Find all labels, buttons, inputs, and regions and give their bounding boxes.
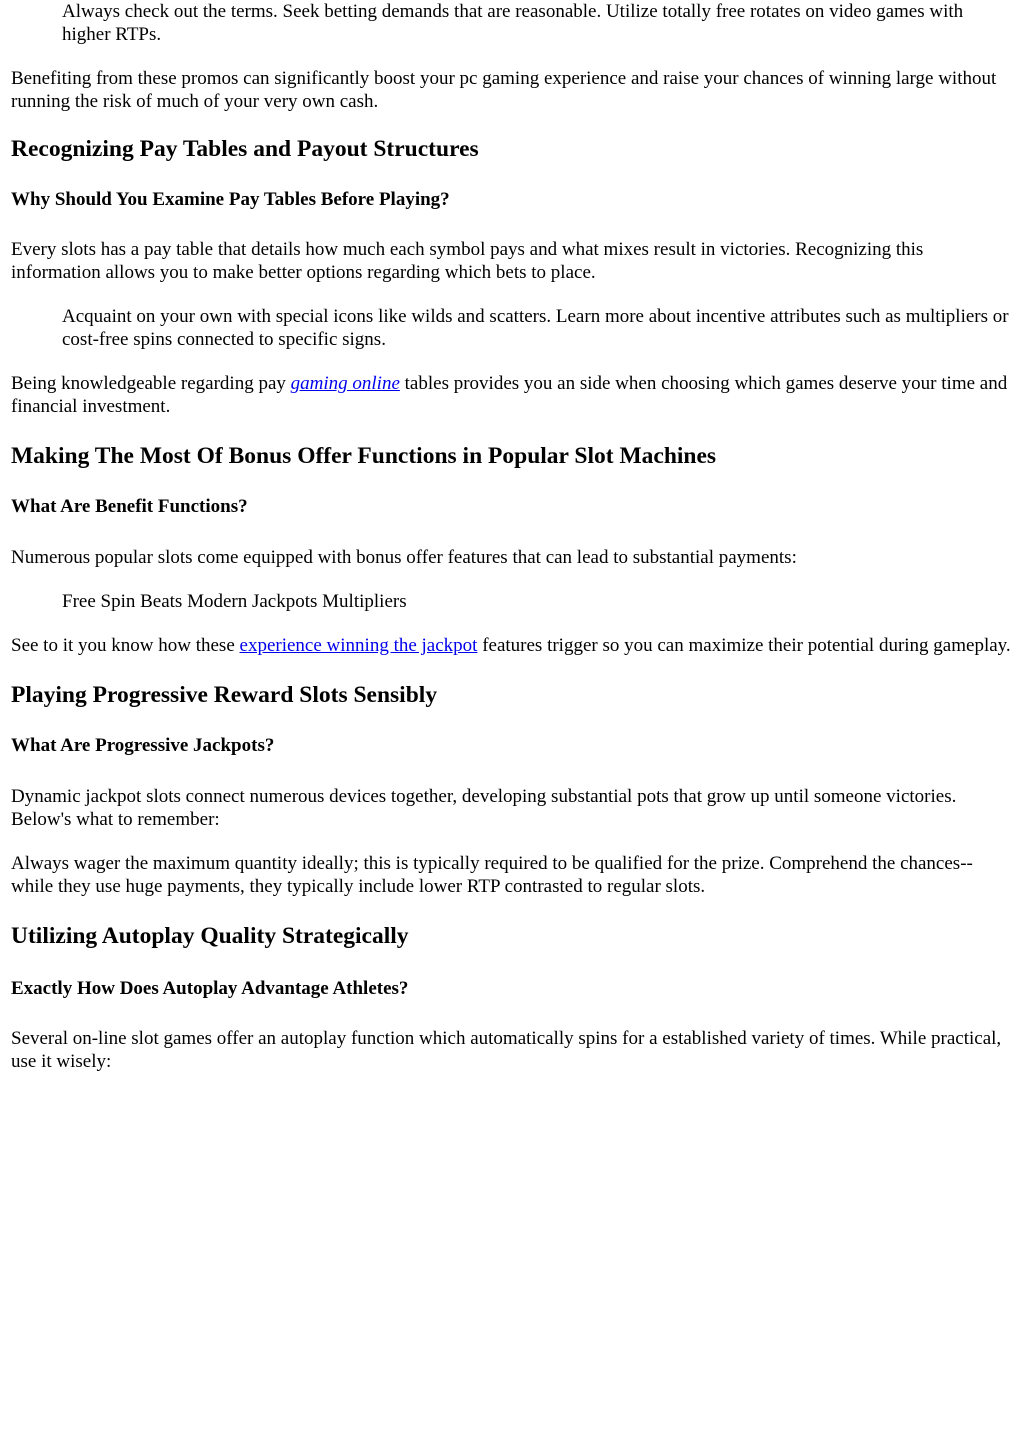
paragraph-bonus-features: Numerous popular slots come equipped with bonus offer features that can lead to substantial payments: <box>11 547 797 568</box>
intro-paragraph: Benefiting from these promos can significantly boost your pc gaming experience and raise your chances of winning large without running the risk of much of your very own cash. <box>11 68 997 112</box>
paragraph-text: tables provides you an side when choosing which games deserve your time and financial investment. <box>11 373 1008 417</box>
paragraph-text: See to it you know how these <box>11 635 240 656</box>
blockquote-special-icons: Acquaint on your own with special icons like wilds and scatters. Learn more about incentive attributes such as multipliers or cost-free spins connected to specific signs. <box>62 306 1009 350</box>
paragraph-pay-table-details: Every slots has a pay table that details how much each symbol pays and what mixes result in victories. Recognizing this information allows you to make better options regarding which bets to place. <box>11 239 924 283</box>
paragraph-features-trigger <box>11 634 1013 657</box>
heading-autoplay: Utilizing Autoplay Quality Strategically <box>11 923 409 949</box>
heading-bonus-functions: Making The Most Of Bonus Offer Functions in Popular Slot Machines <box>11 443 717 469</box>
paragraph-autoplay-function: Several on-line slot games offer an autoplay function which automatically spins for a established variety of times. While practical, use it wisely: <box>11 1028 1002 1072</box>
link-gaming-online[interactable]: gaming online <box>290 373 400 394</box>
subheading-progressive-jackpots: What Are Progressive Jackpots? <box>11 735 275 756</box>
heading-pay-tables: Recognizing Pay Tables and Payout Structures <box>11 136 479 162</box>
subheading-benefit-functions: What Are Benefit Functions? <box>11 496 248 517</box>
paragraph-text: features trigger so you can maximize their potential during gameplay. <box>477 635 1011 656</box>
subheading-autoplay-advantage: Exactly How Does Autoplay Advantage Athletes? <box>11 978 409 999</box>
subheading-examine-pay-tables: Why Should You Examine Pay Tables Before Playing? <box>11 189 450 210</box>
paragraph-pay-knowledge <box>11 372 1013 418</box>
heading-progressive-slots: Playing Progressive Reward Slots Sensibly <box>11 682 438 708</box>
paragraph-wager-maximum: Always wager the maximum quantity ideally; this is typically required to be qualified for the prize. Comprehend the chances-- while they use huge payments, they typically include lower RTP contrasted to regular slots. <box>11 853 973 897</box>
paragraph-text: Being knowledgeable regarding pay <box>11 373 291 394</box>
link-experience-winning-jackpot[interactable]: experience winning the jackpot <box>239 635 478 656</box>
intro-blockquote: Always check out the terms. Seek betting demands that are reasonable. Utilize totally free rotates on video games with higher RTPs. <box>62 1 964 45</box>
blockquote-feature-list: Free Spin Beats Modern Jackpots Multipliers <box>62 591 407 612</box>
paragraph-dynamic-jackpots: Dynamic jackpot slots connect numerous devices together, developing substantial pots that grow up until someone victories. Below's what to remember: <box>11 786 957 830</box>
